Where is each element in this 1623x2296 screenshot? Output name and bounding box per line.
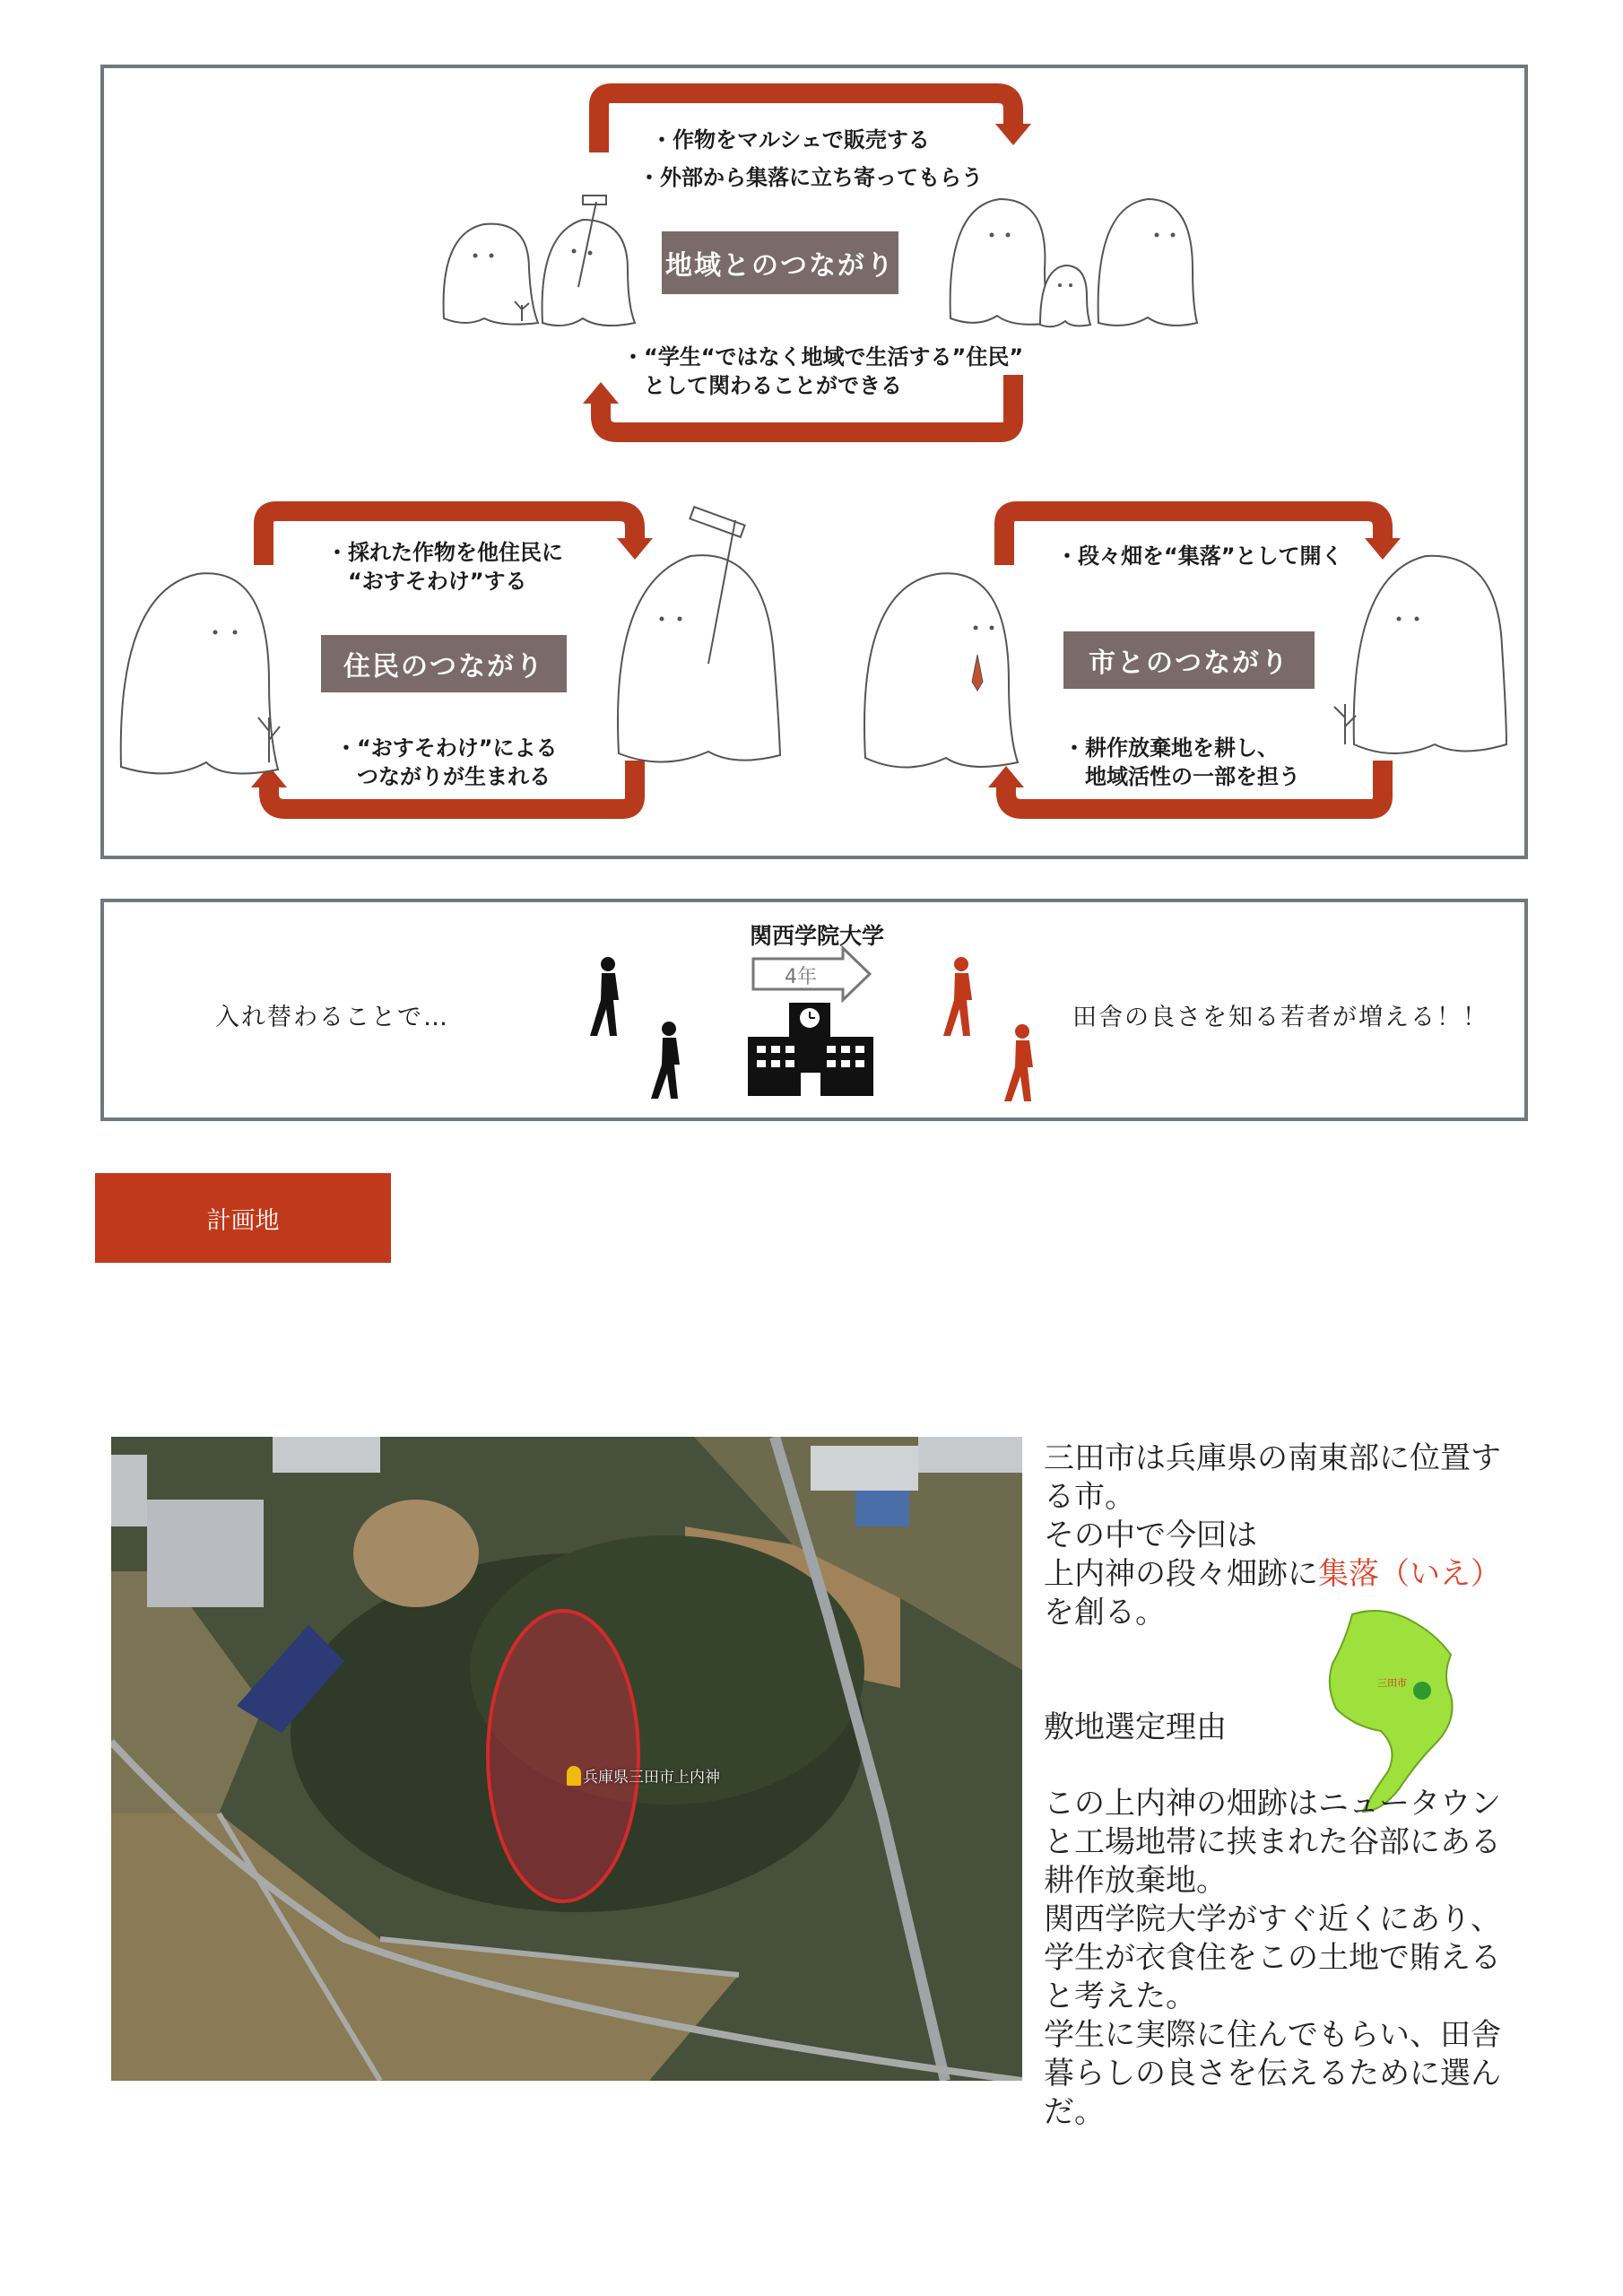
top-note-above-2: ・外部から集落に立ち寄ってもらう [638, 165, 983, 190]
right-note-below-2: 地域活性の一部を担う [1063, 764, 1300, 789]
p1-line1: 三田市は兵庫県の南東部に位置す [1044, 1440, 1501, 1476]
four-year-label: 4年 [785, 966, 817, 988]
p3-line5: 学生が衣食住をこの土地で賄える [1044, 1940, 1501, 1976]
inset-map-label: 三田市 [1377, 1677, 1407, 1689]
p3-line8: 暮らしの良さを伝えるために選ん [1044, 2056, 1501, 2092]
p2-line2 [1044, 1555, 1528, 1594]
turnover-right-text: 田舎の良さを知る若者が増える！！ [1072, 1004, 1488, 1031]
regional-connection-label: 地域とのつながり [662, 231, 898, 294]
right-note-above-1: ・段々畑を“集落”として開く [1056, 544, 1343, 569]
site-reason-text [1044, 1785, 1528, 2132]
p3-line2: と工場地帯に挟まれた谷部にある [1044, 1824, 1501, 1860]
site-section-tab: 計画地 [95, 1173, 391, 1263]
top-note-below-2: として関わることができる [622, 373, 902, 398]
city-connection-label: 市とのつながり [1063, 631, 1315, 689]
top-note-above-1: ・作物をマルシェで販売する [651, 127, 930, 152]
p1-line2: る市。 [1044, 1479, 1135, 1515]
left-note-below-2: つながりが生まれる [335, 764, 551, 789]
university-name: 関西学院大学 [750, 923, 885, 949]
settlement-highlight: 集落（いえ） [1318, 1556, 1501, 1592]
left-note-above-2: “おすそわけ”する [326, 569, 527, 594]
p2-line2-text: 上内神の段々畑跡に [1044, 1556, 1318, 1592]
p3-line7: 学生に実際に住んでもらい、田舎 [1044, 2017, 1501, 2053]
turnover-left-text: 入れ替わることで… [215, 1004, 449, 1031]
right-note-below-1: ・耕作放棄地を耕し、 [1063, 735, 1279, 761]
site-description [1044, 1439, 1528, 1632]
p3-line4: 関西学院大学がすぐ近くにあり、 [1044, 1901, 1501, 1937]
top-note-below-1: ・“学生“ではなく地域で生活する”住民” [622, 344, 1024, 370]
resident-connection-label: 住民のつながり [321, 635, 567, 692]
p3-line6: と考えた。 [1044, 1979, 1196, 2014]
site-reason-heading: 敷地選定理由 [1044, 1709, 1227, 1745]
p3-line9: だ。 [1044, 2094, 1105, 2130]
left-note-above-1: ・採れた作物を他住民に [326, 540, 563, 565]
p2-line3: を創る。 [1044, 1595, 1166, 1631]
p2-line1: その中で今回は [1044, 1518, 1257, 1553]
p3-line1: この上内神の畑跡はニュータウン [1044, 1786, 1501, 1822]
map-pin-label: 兵庫県三田市上内神 [583, 1769, 720, 1787]
p3-line3: 耕作放棄地。 [1044, 1863, 1227, 1899]
left-note-below-1: ・“おすそわけ”による [335, 735, 558, 761]
